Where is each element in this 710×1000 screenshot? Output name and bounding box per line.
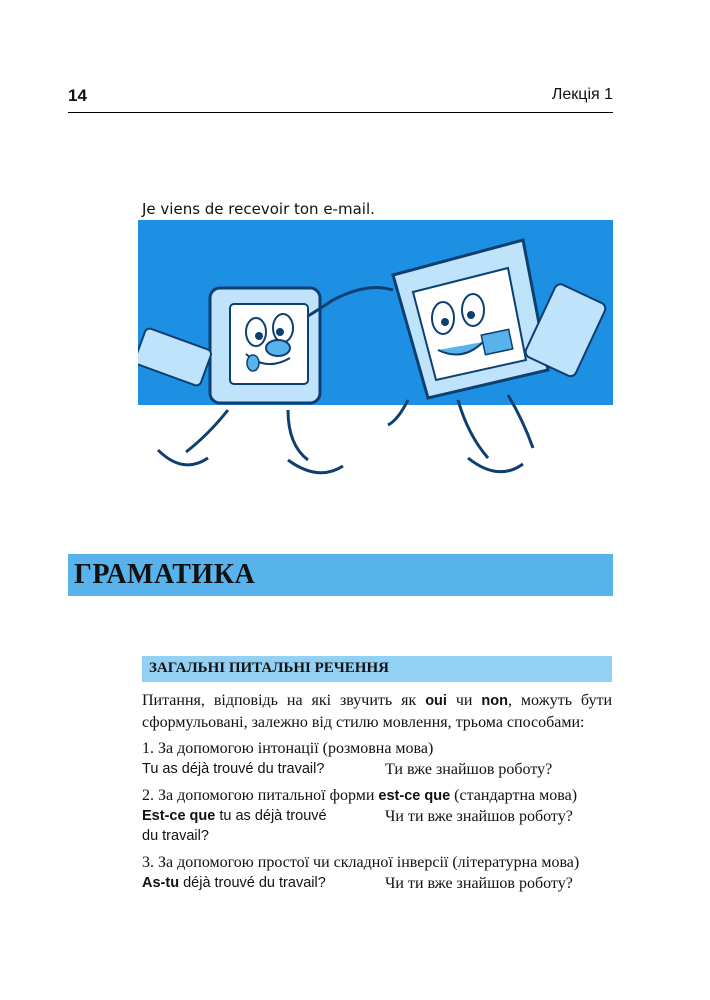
- way-3-french: [142, 873, 326, 894]
- way-3-ukrainian: Чи ти вже знайшов роботу?: [385, 875, 573, 892]
- french-text: déjà trouvé du travail?: [179, 875, 326, 891]
- oui-word: oui: [425, 693, 447, 709]
- way-1-french: Tu as déjà trouvé du travail?: [142, 761, 325, 777]
- est-ce-que-term: est-ce que: [378, 788, 451, 804]
- illustration-caption: Je viens de recevoir ton e-mail.: [142, 200, 375, 218]
- french-text: tu as déjà trouvé: [215, 808, 327, 824]
- lesson-label: Лекція 1: [551, 86, 613, 103]
- way-2-ukrainian: Чи ти вже знайшов роботу?: [385, 808, 573, 825]
- section-header: [142, 656, 612, 682]
- as-tu-term: As-tu: [142, 875, 180, 891]
- way-2-heading: [142, 785, 577, 807]
- heading-text: 2. За допомогою питальної форми: [142, 787, 379, 804]
- page-header: [68, 86, 613, 113]
- heading-text: (стандартна мова): [450, 787, 578, 804]
- way-2-french: [142, 806, 327, 827]
- grammar-banner: [68, 554, 613, 596]
- computers-illustration: [138, 220, 613, 485]
- intro-paragraph: [142, 690, 612, 733]
- way-1-ukrainian: Ти вже знайшов роботу?: [385, 761, 553, 778]
- intro-text: , можуть бути сформульовані, залежно від стилю мовлення, трьома способами:: [142, 692, 613, 731]
- way-1-heading: 1. За допомогою інтонації (розмовна мова): [142, 740, 434, 757]
- page-number: 14: [68, 86, 87, 105]
- est-ce-que-term: Est-ce que: [142, 808, 216, 824]
- intro-text: чи: [446, 692, 482, 709]
- intro-text: Питання, відповідь на які звучить як: [142, 692, 426, 709]
- way-3-heading: 3. За допомогою простої чи складної інверсії (літературна мова): [142, 854, 580, 871]
- section-title: ЗАГАЛЬНІ ПИТАЛЬНІ РЕЧЕННЯ: [149, 660, 389, 676]
- non-word: non: [481, 693, 508, 709]
- way-2-french-line2: du travail?: [142, 828, 209, 844]
- grammar-heading: ГРАМАТИКА: [74, 559, 256, 590]
